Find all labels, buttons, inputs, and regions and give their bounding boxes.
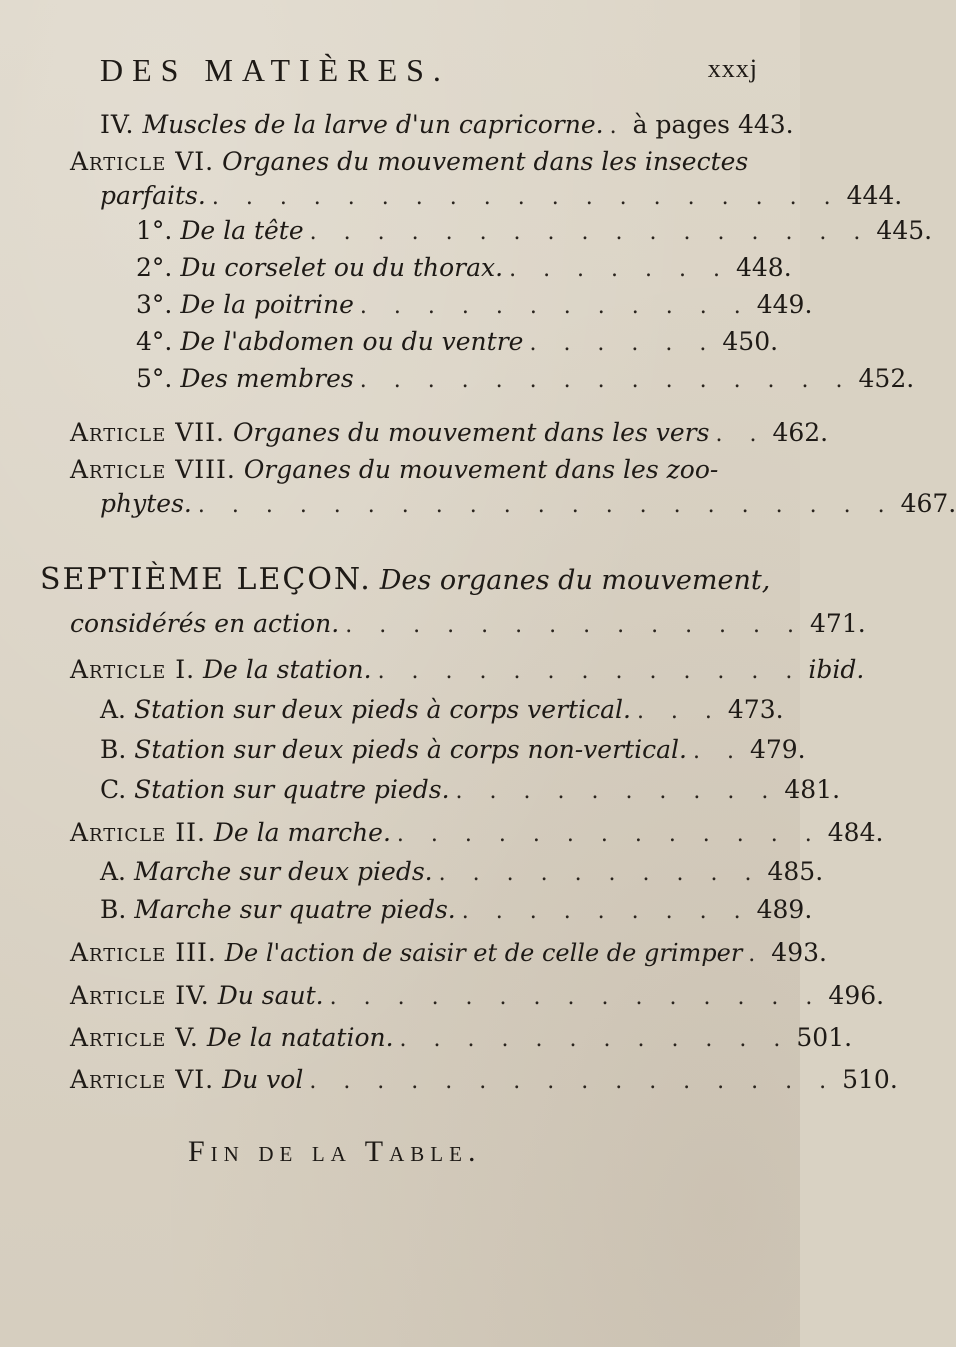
entry-text: Marche sur deux pieds. — [133, 857, 433, 886]
leader-dots: . . . . . . . . . . . . . . . . — [309, 1069, 837, 1094]
entry-page: 501. — [796, 1023, 853, 1052]
entry-prefix: A. — [100, 857, 127, 886]
entry-prefix: 4°. — [136, 327, 173, 356]
leader-dots: . . . . . . . . . . . . — [399, 1027, 791, 1052]
toc-entry — [70, 413, 829, 453]
leader-dots: . . . . . . . . . . . . — [359, 294, 751, 319]
entry-text: Station sur deux pieds à corps vertical. — [133, 695, 631, 724]
entry-page: 444. — [846, 181, 903, 210]
entry-text: Du saut. — [217, 981, 324, 1010]
toc-entry — [100, 690, 784, 730]
entry-text: phytes. — [100, 489, 192, 518]
leader-dots: . . . . . . . . . . . . . . — [345, 613, 805, 638]
entry-text: Station sur quatre pieds. — [134, 775, 450, 804]
entry-page: ibid. — [808, 655, 865, 684]
entry-page: 471. — [810, 609, 866, 638]
entry-page: 493. — [771, 938, 827, 967]
entry-text: Marche sur quatre pieds. — [134, 895, 456, 924]
entry-text: Du corselet ou du thorax. — [180, 253, 504, 282]
leader-dots: . . . . . . . . . . . . . . . . . . . . . — [197, 493, 895, 518]
toc-entry — [70, 1060, 898, 1100]
entry-prefix: Article VI. — [70, 147, 215, 176]
toc-entry — [136, 359, 915, 399]
entry-text: Des membres — [180, 364, 354, 393]
entry-text: Du vol — [222, 1065, 304, 1094]
entry-text: Station sur deux pieds à corps non-vertical. — [134, 735, 687, 764]
entry-page: 452. — [858, 364, 915, 393]
entry-page: 485. — [767, 857, 824, 886]
toc-entry — [70, 976, 885, 1016]
entry-prefix: A. — [100, 695, 127, 724]
leader-dots: . — [748, 942, 766, 967]
entry-text: parfaits. — [100, 181, 206, 210]
entry-text: De l'action de saisir et de celle de grimper — [224, 939, 743, 967]
leader-dots: . . . . . . . . . . . . . — [396, 822, 822, 847]
entry-page: 462. — [772, 418, 829, 447]
entry-prefix: Article III. — [70, 938, 217, 967]
toc-entry — [70, 933, 827, 973]
entry-prefix: B. — [100, 895, 127, 924]
toc-entry — [136, 248, 792, 288]
entry-prefix: Article V. — [70, 1023, 199, 1052]
entry-text: De la marche. — [213, 818, 391, 847]
leader-dots: . . . . . . . . . . — [438, 861, 762, 886]
entry-page: 510. — [842, 1065, 898, 1094]
chapter-number: SEPTIÈME LEÇON. — [40, 562, 372, 597]
entry-prefix: B. — [100, 735, 127, 764]
entry-page: à pages 443. — [632, 110, 794, 139]
entry-page: 448. — [736, 253, 792, 282]
entry-page: 479. — [749, 735, 806, 764]
entry-prefix: 5°. — [136, 364, 173, 393]
toc-entry — [136, 285, 813, 325]
entry-page: 489. — [756, 895, 813, 924]
entry-page: 481. — [784, 775, 841, 804]
leader-dots: . . . . . . . . . . . . . — [377, 659, 803, 684]
entry-page: 484. — [827, 818, 884, 847]
chapter-heading — [40, 558, 771, 602]
toc-entry — [70, 813, 884, 853]
entry-page: 467. — [900, 489, 956, 518]
entry-prefix: Article IV. — [70, 981, 210, 1010]
entry-text: Muscles de la larve d'un capricorne. — [142, 110, 604, 139]
entry-page: 496. — [828, 981, 885, 1010]
toc-entry — [100, 105, 794, 145]
leader-dots: . . . . . . . . . . . . . . . . . . . — [211, 185, 841, 210]
entry-text: Organes du mouvement dans les vers — [232, 418, 710, 447]
entry-page: 450. — [722, 327, 779, 356]
leader-dots: . . . . . . . . . . . . . . . . . — [309, 220, 871, 245]
leader-dots: . . . . . . . . . . . . . . . — [329, 985, 823, 1010]
entry-text: De la tête — [180, 216, 304, 245]
toc-entry — [100, 852, 824, 892]
leader-dots: . . . . . . . . . . — [455, 779, 779, 804]
entry-prefix: Article VI. — [70, 1065, 215, 1094]
entry-prefix: Article II. — [70, 818, 206, 847]
leader-dots: . . . — [636, 699, 722, 724]
entry-prefix: Article VII. — [70, 418, 225, 447]
page-number: xxxj — [707, 54, 758, 83]
toc-entry — [100, 890, 813, 930]
leader-dots: . . — [715, 422, 767, 447]
leader-dots: . . . . . . . — [509, 257, 730, 282]
entry-prefix: IV. — [100, 110, 135, 139]
entry-prefix: 3°. — [136, 290, 173, 319]
toc-entry — [100, 770, 841, 810]
entry-text: De la poitrine — [180, 290, 354, 319]
page-header — [0, 52, 800, 92]
toc-entry — [100, 730, 806, 770]
entry-text: De la station. — [203, 655, 372, 684]
toc-entry — [100, 176, 903, 216]
chapter-title-line1: Des organes du mouvement, — [379, 565, 771, 596]
leader-dots: . . — [692, 739, 744, 764]
leader-dots: . . . . . . . . . — [461, 899, 751, 924]
chapter-title-line2: considérés en action. — [70, 609, 340, 638]
entry-page: 449. — [756, 290, 813, 319]
entry-page: 445. — [876, 216, 933, 245]
toc-entry — [136, 322, 779, 362]
entry-prefix: C. — [100, 775, 127, 804]
leader-dots: . . . . . . — [529, 331, 717, 356]
entry-prefix: 1°. — [136, 216, 173, 245]
entry-prefix: 2°. — [136, 253, 173, 282]
entry-prefix: Article I. — [70, 655, 196, 684]
toc-entry — [70, 604, 866, 644]
leader-dots: . . . . . . . . . . . . . . . — [359, 368, 853, 393]
entry-text: Organes du mouvement dans les zoo- — [243, 455, 719, 484]
running-title: DES MATIÈRES. — [100, 52, 450, 88]
entry-text: Organes du mouvement dans les insectes — [222, 147, 749, 176]
leader-dots: . — [609, 114, 627, 139]
toc-entry — [70, 650, 865, 690]
entry-text: De la natation. — [206, 1023, 394, 1052]
toc-entry — [100, 484, 956, 524]
entry-text: De l'abdomen ou du ventre — [180, 327, 524, 356]
toc-entry — [136, 211, 933, 251]
toc-entry — [70, 1018, 853, 1058]
entry-page: 473. — [727, 695, 784, 724]
end-of-table: Fin de la Table. — [188, 1135, 482, 1168]
entry-prefix: Article VIII. — [70, 455, 236, 484]
